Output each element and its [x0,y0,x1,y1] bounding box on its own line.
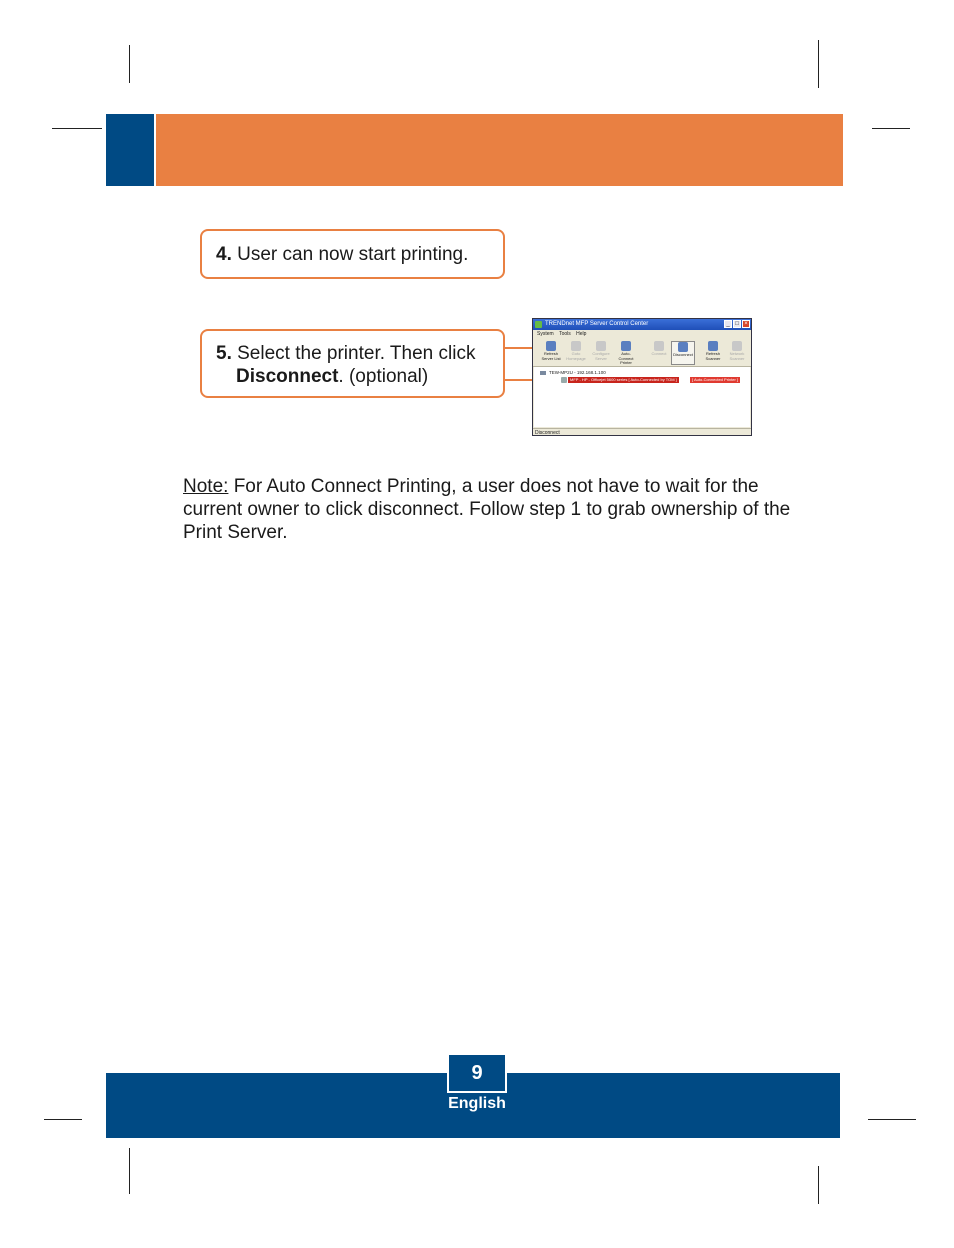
window-title: TRENDnet MFP Server Control Center [545,321,649,327]
menu-system[interactable]: System [537,331,554,337]
printer-icon [561,377,567,383]
crop-mark [129,1148,130,1194]
network-scanner-icon [732,341,742,351]
crop-mark [868,1119,916,1120]
disconnect-icon [678,342,688,352]
connect-icon [654,341,664,351]
app-icon [535,321,542,328]
minimize-icon[interactable]: _ [724,320,732,328]
step-5-disconnect-bold: Disconnect [236,366,339,387]
auto-connect-printer-button[interactable]: Auto-Connect Printer [614,341,638,365]
status-bar: Disconnect [533,428,751,436]
step-4-number: 4. [216,244,232,265]
printer-icon [621,341,631,351]
configure-server-button[interactable]: Configure Server [589,341,613,365]
home-icon [571,341,581,351]
server-icon [540,371,546,375]
note-text: For Auto Connect Printing, a user does not have to wait for the current owner to click disconnect. Follow step 1 to grab ownership of the Print Server. [183,476,791,543]
note-label: Note: [183,476,229,497]
step-5-number: 5. [216,343,232,364]
printer-status-tag: [ Auto-Connected Printer ] [692,377,739,382]
refresh-scanner-button[interactable]: Refresh Scanner [701,341,725,365]
step-5-line-1: Select the printer. Then click [231,343,476,364]
control-center-window [532,318,752,436]
step-4-text: User can now start printing. [231,244,469,265]
header-banner [156,114,843,186]
crop-mark [818,1166,819,1204]
goto-homepage-button[interactable]: Goto Homepage [564,341,588,365]
close-icon[interactable]: × [742,320,750,328]
step-5-line-2 [216,365,503,388]
menu-bar [533,330,751,338]
header-accent-block [106,114,154,186]
crop-mark [872,128,910,129]
page-number: 9 [447,1053,507,1093]
network-scanner-button[interactable]: Network Scanner [725,341,749,365]
crop-mark [44,1119,82,1120]
maximize-icon[interactable]: □ [733,320,741,328]
menu-help[interactable]: Help [576,331,587,337]
refresh-icon [546,341,556,351]
step-5-line-2-rest: . (optional) [338,366,429,387]
printer-entry[interactable]: MFP - HP - Officejet 5600 series [ Auto-Connected by TOM ] [570,377,677,382]
step-5-callout [200,329,505,398]
device-tree [534,367,750,427]
footer-language: English [448,1095,506,1112]
configure-icon [596,341,606,351]
window-titlebar [533,319,751,330]
crop-mark [52,128,102,129]
crop-mark [129,45,130,83]
menu-tools[interactable]: Tools [559,331,571,337]
note-paragraph [183,475,803,544]
server-entry[interactable]: TEW-MP2U - 192.168.1.100 [540,370,606,375]
step-4-callout [200,229,505,279]
crop-mark [818,40,819,88]
scanner-icon [708,341,718,351]
toolbar [533,339,751,367]
connect-button[interactable]: Connect [647,341,671,365]
disconnect-button[interactable]: Disconnect [671,341,695,365]
refresh-server-list-button[interactable]: Refresh Server List [539,341,563,365]
